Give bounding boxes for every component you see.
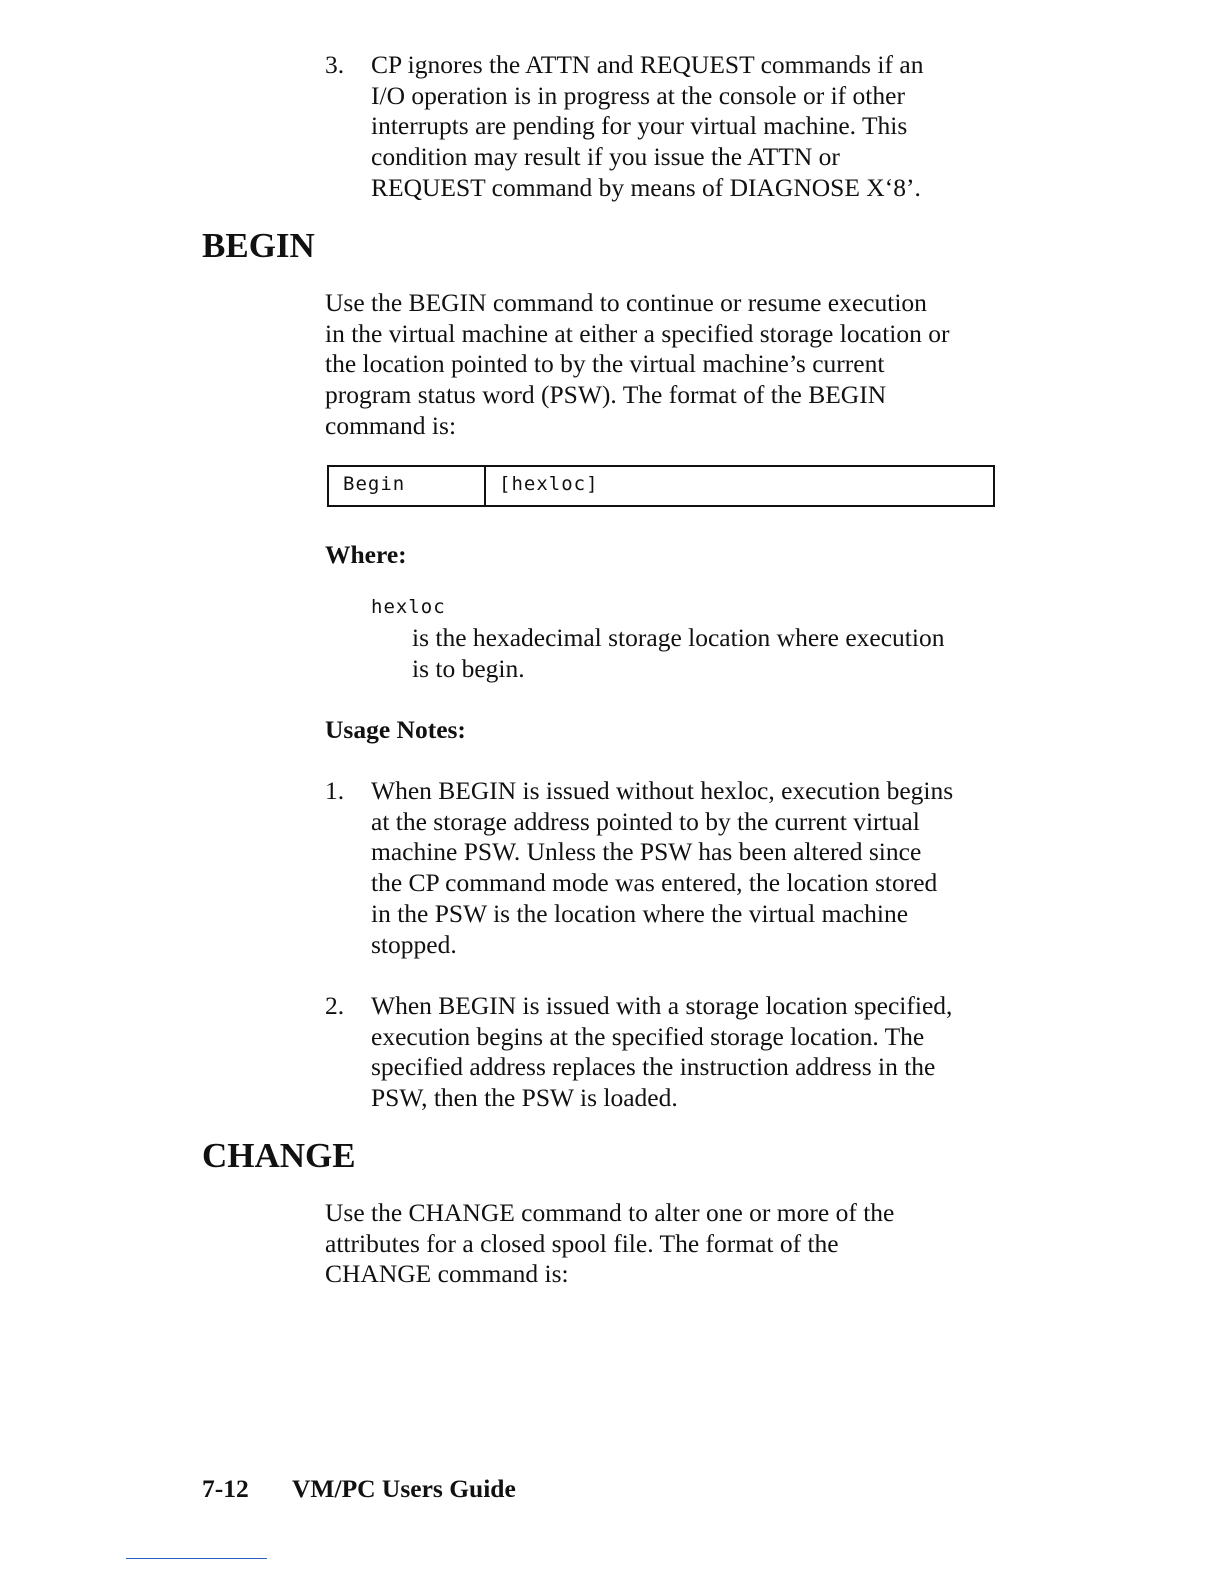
note-number: 3. (325, 50, 345, 79)
begin-syntax-box (327, 465, 995, 507)
syntax-operand: [hexloc] (499, 473, 599, 495)
text-line: at the storage address pointed to by the current virtual (371, 806, 920, 836)
text-line: stopped. (371, 929, 457, 959)
page-number: 7-12 (202, 1474, 249, 1503)
param-term: hexloc (371, 596, 446, 618)
text-line: the CP command mode was entered, the location stored (371, 868, 938, 898)
text-line: REQUEST command by means of DIAGNOSE X‘8’. (371, 172, 921, 202)
usage-note-1 (371, 776, 953, 960)
param-description (412, 623, 944, 684)
text-line: is to begin. (412, 653, 525, 683)
text-line: the location pointed to by the virtual machine’s current (325, 349, 885, 379)
text-line: in the PSW is the location where the virtual machine (371, 898, 909, 928)
text-line: PSW, then the PSW is loaded. (371, 1083, 678, 1113)
page-footer (202, 1474, 516, 1504)
text-line: CHANGE command is: (325, 1259, 569, 1289)
footer-rule (126, 1558, 267, 1559)
text-line: When BEGIN is issued with a storage location specified, (371, 991, 953, 1020)
text-line: execution begins at the specified storage location. The (371, 1021, 925, 1051)
text-line: command is: (325, 410, 457, 440)
note-number: 1. (325, 776, 345, 805)
syntax-divider (484, 467, 486, 505)
usage-note-2 (371, 991, 952, 1114)
section-heading-change: CHANGE (202, 1136, 356, 1175)
section-heading-begin: BEGIN (202, 226, 315, 265)
begin-intro (325, 288, 950, 442)
note-number: 2. (325, 991, 345, 1020)
text-line: interrupts are pending for your virtual machine. This (371, 111, 908, 141)
text-line: machine PSW. Unless the PSW has been altered since (371, 837, 922, 867)
usage-notes-label: Usage Notes: (325, 715, 466, 744)
text-line: When BEGIN is issued without hexloc, execution begins (371, 776, 954, 805)
change-intro (325, 1198, 894, 1290)
text-line: condition may result if you issue the ATTN or (371, 142, 840, 172)
text-line: program status word (PSW). The format of the BEGIN (325, 380, 887, 410)
text-line: CP ignores the ATTN and REQUEST commands if an (371, 50, 924, 79)
where-label: Where: (325, 540, 407, 569)
syntax-command: Begin (343, 473, 406, 495)
prev-note-text (371, 50, 923, 204)
text-line: Use the BEGIN command to continue or resume execution (325, 288, 927, 317)
text-line: attributes for a closed spool file. The format of the (325, 1228, 839, 1258)
text-line: is the hexadecimal storage location where execution (412, 623, 945, 652)
book-title: VM/PC Users Guide (292, 1474, 516, 1503)
text-line: in the virtual machine at either a specified storage location or (325, 318, 950, 348)
text-line: Use the CHANGE command to alter one or more of the (325, 1198, 895, 1227)
text-line: I/O operation is in progress at the console or if other (371, 80, 905, 110)
text-line: specified address replaces the instruction address in the (371, 1052, 936, 1082)
